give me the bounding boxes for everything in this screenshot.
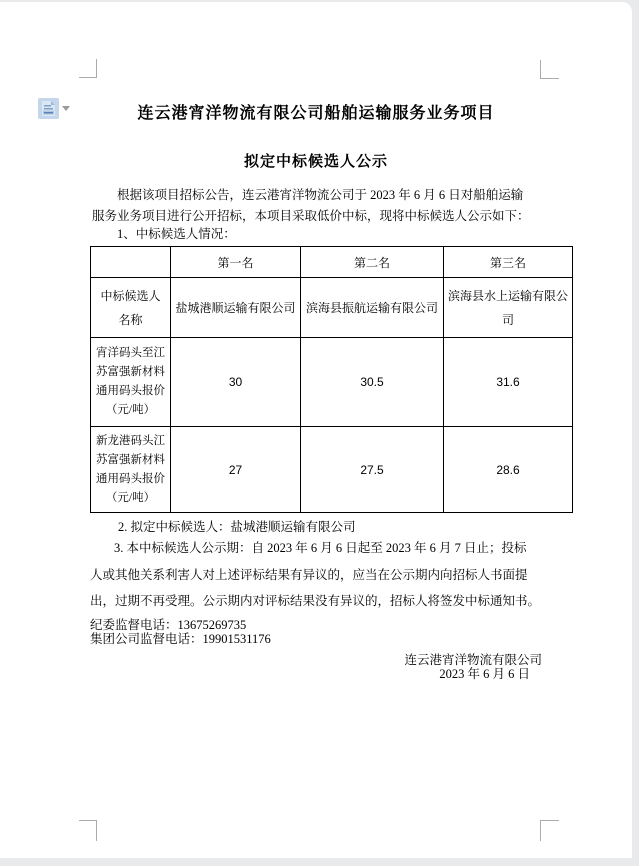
document-title: 连云港宵洋物流有限公司船舶运输服务业务项目 (137, 105, 495, 122)
discipline-phone-line: 纪委监督电话：13675269735 (90, 618, 247, 632)
candidate-2-name: 滨海县振航运输有限公司 (301, 278, 444, 338)
header-cell-empty (91, 247, 171, 278)
table-header-row (91, 247, 573, 278)
notice-period-line: 3. 本中标候选人公示期：自 2023 年 6 月 6 日起至 2023 年 6 月 7 日止；投标 (114, 541, 527, 555)
price-cell: 30 (171, 338, 301, 427)
row-label-candidate-name: 中标候选人名称 (91, 278, 171, 338)
intro-line: 服务业务项目进行公开招标，本项目采取低价中标，现将中标候选人公示如下： (92, 209, 530, 223)
notice-period-line: 人或其他关系利害人对上述评标结果有异议的，应当在公示期内向招标人书面提 (90, 568, 528, 582)
signature-company: 连云港宵洋物流有限公司 (404, 653, 542, 667)
header-cell-first: 第一名 (171, 247, 301, 278)
price-cell: 27.5 (301, 427, 444, 513)
table-row (91, 427, 573, 513)
header-cell-second: 第二名 (301, 247, 444, 278)
candidate-3-name: 滨海县水上运输有限公司 (444, 278, 573, 338)
intro-line: 根据该项目招标公告，连云港宵洋物流公司于 2023 年 6 月 6 日对船舶运输 (117, 188, 524, 202)
paste-options-icon (38, 98, 59, 124)
table-row (91, 338, 573, 427)
notice-period-line: 出，过期不再受理。公示期内对评标结果没有异议的，招标人将签发中标通知书。 (90, 594, 541, 608)
price-cell: 27 (171, 427, 301, 513)
intro-line: 1、中标候选人情况： (117, 227, 236, 241)
header-cell-third: 第三名 (444, 247, 573, 278)
proposed-winner-line: 2. 拟定中标候选人：盐城港顺运输有限公司 (118, 520, 356, 534)
row-label-price-2: 新龙港码头江苏富强新材料通用码头报价（元/吨） (91, 427, 171, 513)
price-cell: 31.6 (444, 338, 573, 427)
margin-mark-bottom-right (540, 820, 559, 841)
chevron-down-icon[interactable] (62, 106, 70, 111)
row-label-price-1: 宵洋码头至江苏富强新材料通用码头报价（元/吨） (91, 338, 171, 427)
candidates-table (90, 246, 573, 513)
signature-date: 2023 年 6 月 6 日 (439, 667, 530, 681)
price-cell: 28.6 (444, 427, 573, 513)
table-row (91, 278, 573, 338)
margin-mark-top-right (540, 60, 559, 79)
document-subtitle: 拟定中标候选人公示 (243, 154, 388, 170)
margin-mark-top-left (79, 59, 97, 78)
paste-options-button[interactable] (36, 96, 72, 120)
price-cell: 30.5 (301, 338, 444, 427)
margin-mark-bottom-left (79, 820, 97, 841)
group-phone-line: 集团公司监督电话：19901531176 (90, 632, 271, 646)
candidate-1-name: 盐城港顺运输有限公司 (171, 278, 301, 338)
